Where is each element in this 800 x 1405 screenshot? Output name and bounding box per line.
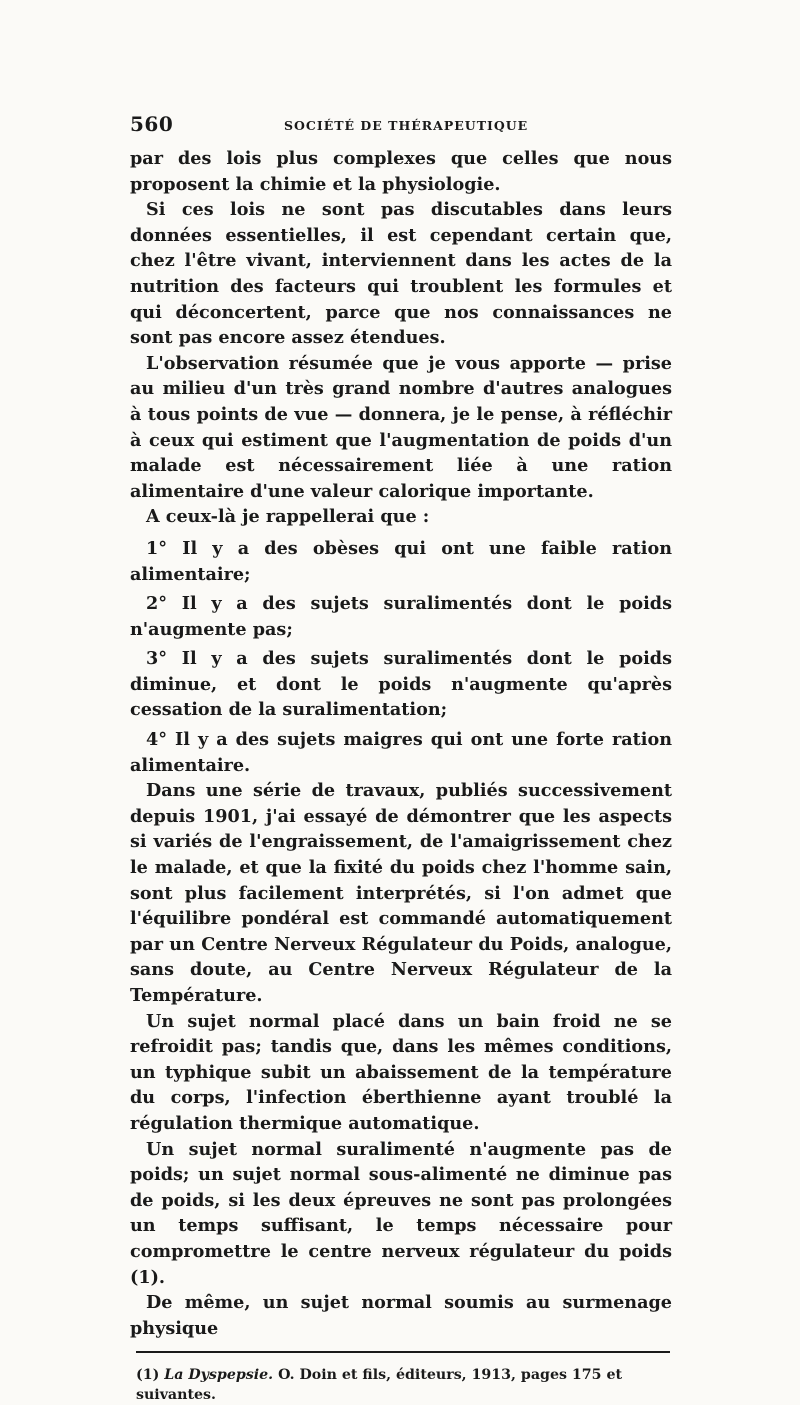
- paragraph: Un sujet normal suralimenté n'augmente pas de poids; un sujet normal sous-alimenté ne diminue pas de poids, si les deux épreuves ne sont pas prolongées un temps suffisant, le temps nécessaire pour compromettre le centre nerveux régulateur du poids (1).: [130, 1138, 672, 1288]
- paragraph: Un sujet normal placé dans un bain froid ne se refroidit pas; tandis que, dans les mêmes conditions, un typhique subit un abaissement de la température du corps, l'infection éberthienne ayant troublé la régulation thermique automatique.: [130, 1010, 672, 1134]
- footnote-citation: O. Doin et fils, éditeurs, 1913, pages 175 et suivantes.: [136, 1367, 623, 1404]
- footnote-marker: (1): [136, 1367, 160, 1384]
- book-page: [130, 112, 672, 1405]
- paragraph: par des lois plus complexes que celles que nous proposent la chimie et la physiologie.: [130, 148, 672, 195]
- list-item: 2° Il y a des sujets suralimentés dont le poids n'augmente pas;: [130, 593, 672, 640]
- list-item: 1° Il y a des obèses qui ont une faible ration alimentaire;: [130, 537, 672, 585]
- page-number: 560: [130, 112, 174, 136]
- paragraph: De même, un sujet normal soumis au surmenage physique: [130, 1292, 672, 1339]
- running-head: [130, 112, 672, 146]
- body-text: [130, 146, 672, 1341]
- paragraph: Dans une série de travaux, publiés successivement depuis 1901, j'ai essayé de démontrer que les aspects si variés de l'engraissement, de l'amaigrissement chez le malade, et que la fixité du poids chez l'homme sain, sont plus facilement interprétés, si l'on admet que l'équilibre pondéral est commandé automatiquement par un Centre Nerveux Régulateur du Poids, analogue, sans doute, au Centre Nerveux Régulateur de la Température.: [130, 780, 672, 1006]
- list-item: 4° Il y a des sujets maigres qui ont une forte ration alimentaire.: [130, 729, 672, 776]
- list-item: 3° Il y a des sujets suralimentés dont le poids diminue, et dont le poids n'augmente qu'après cessation de la suralimentation;: [130, 648, 672, 721]
- footnote-work-title: La Dyspepsie.: [164, 1367, 274, 1384]
- paragraph: A ceux-là je rappellerai que :: [146, 506, 430, 528]
- running-title: SOCIÉTÉ DE THÉRAPEUTIQUE: [284, 118, 529, 133]
- footnote: [136, 1365, 672, 1405]
- paragraph: L'observation résumée que je vous apporte — prise au milieu d'un très grand nombre d'autres analogues à tous points de vue — donnera, je le pense, à réfléchir à ceux qui estiment que l'augmentation de poids d'un malade est nécessairement liée à une ration alimentaire d'une valeur calorique importante.: [130, 352, 672, 502]
- footnote-divider: [136, 1351, 670, 1353]
- paragraph: Si ces lois ne sont pas discutables dans leurs données essentielles, il est cependant certain que, chez l'être vivant, interviennent dans les actes de la nutrition des facteurs qui troublent les formules et qui déconcertent, parce que nos connaissances ne sont pas encore assez étendues.: [130, 199, 672, 349]
